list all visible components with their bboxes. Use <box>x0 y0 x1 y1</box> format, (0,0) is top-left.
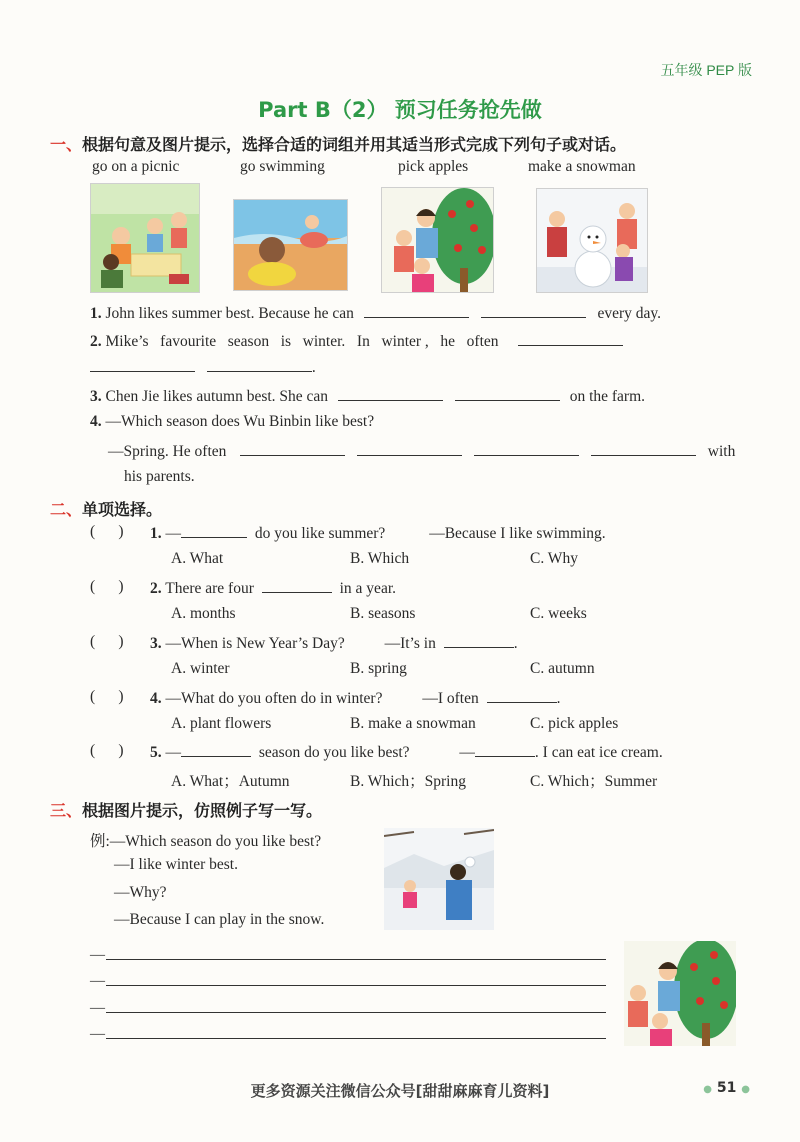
answer-blank[interactable] <box>591 441 696 456</box>
choice-paren[interactable]: ( ) <box>90 578 124 595</box>
phrase-apples: pick apples <box>398 158 469 175</box>
choice-q-part: do you like summer? <box>254 525 386 542</box>
grade-tag: 五年级 PEP 版 <box>660 62 752 78</box>
s1-q2-text: Mike’s favourite season is winter. In winter , he often <box>105 333 499 350</box>
answer-blank[interactable] <box>90 357 195 372</box>
s1-q1-number: 1. <box>90 305 102 322</box>
option-a[interactable]: A. What <box>171 550 224 567</box>
s1-q1-text: John likes summer best. Because he can <box>105 305 354 322</box>
answer-blank[interactable] <box>207 357 312 372</box>
s1-q2-number: 2. <box>90 333 102 350</box>
option-b[interactable]: B. spring <box>350 660 407 677</box>
choice-paren[interactable]: ( ) <box>90 523 124 540</box>
part-title: Part B（2） 预习任务抢先做 <box>258 98 542 122</box>
choice-q-part: —When is New Year’s Day? <box>165 635 345 652</box>
swimming-image <box>233 199 348 291</box>
option-c[interactable]: C. pick apples <box>530 715 619 732</box>
choice-paren[interactable]: ( ) <box>90 633 124 650</box>
choice-q-part: . I can eat ice cream. <box>534 744 663 761</box>
choice-q-part: There are four <box>165 580 254 597</box>
answer-blank[interactable] <box>338 386 443 401</box>
answer-blank[interactable] <box>444 633 514 648</box>
s1-q3 <box>90 386 645 406</box>
section2-instruction: 单项选择。 <box>82 500 163 519</box>
option-a[interactable]: A. winter <box>171 660 230 677</box>
section2-number: 二、 <box>50 500 83 519</box>
choice-number: 4. <box>150 690 162 707</box>
writing-line[interactable] <box>90 947 105 964</box>
writing-line[interactable] <box>90 1026 105 1043</box>
s1-q3-number: 3. <box>90 388 102 405</box>
footer-note: 更多资源关注微信公众号[甜甜麻麻育儿资料] <box>250 1082 550 1100</box>
answer-blank[interactable] <box>518 331 623 346</box>
example-line-1: 例:—Which season do you like best? <box>90 833 322 850</box>
section2-title <box>50 497 162 520</box>
section3-instruction: 根据图片提示，仿照例子写一写。 <box>82 801 323 820</box>
option-c[interactable]: C. Which；Summer <box>530 773 658 790</box>
answer-blank[interactable] <box>240 441 345 456</box>
answer-blank[interactable] <box>357 441 462 456</box>
answer-blank[interactable] <box>481 303 586 318</box>
choice-paren[interactable]: ( ) <box>90 688 124 705</box>
dot-icon: ● <box>703 1084 713 1095</box>
s1-q4-number: 4. <box>90 413 102 430</box>
page-number-value: 51 <box>716 1080 737 1096</box>
page-number <box>703 1080 750 1096</box>
choice-q-part: —What do you often do in winter? <box>165 690 383 707</box>
choice-q-part: in a year. <box>339 580 397 597</box>
s1-q4-answer-start: —Spring. He often <box>108 443 227 460</box>
choice-q-part: — <box>165 525 181 542</box>
choice-q-part: season do you like best? <box>258 744 410 761</box>
option-a[interactable]: A. plant flowers <box>171 715 272 732</box>
s1-q4-question: —Which season does Wu Binbin like best? <box>105 413 375 430</box>
s1-q4 <box>90 413 374 431</box>
choice-number: 5. <box>150 744 162 761</box>
dot-icon: ● <box>741 1084 750 1095</box>
option-b[interactable]: B. make a snowman <box>350 715 476 732</box>
choice-q-part: . <box>556 690 561 707</box>
writing-dash: — <box>90 1000 105 1016</box>
choice-question-5 <box>150 742 663 762</box>
choice-question-3 <box>150 633 518 653</box>
option-c[interactable]: C. autumn <box>530 660 595 677</box>
choice-number: 1. <box>150 525 162 542</box>
option-a[interactable]: A. What；Autumn <box>171 773 290 790</box>
answer-blank[interactable] <box>364 303 469 318</box>
option-b[interactable]: B. Which <box>350 550 410 567</box>
section1-instruction: 根据句意及图片提示，选择合适的词组并用其适当形式完成下列句子或对话。 <box>82 135 627 154</box>
choice-q-part: —I often <box>422 690 479 707</box>
phrase-picnic: go on a picnic <box>92 158 180 175</box>
answer-blank[interactable] <box>262 578 332 593</box>
choice-question-4 <box>150 688 560 708</box>
s1-q2-cont <box>90 357 316 377</box>
answer-blank[interactable] <box>475 742 535 757</box>
s1-q2 <box>90 331 623 351</box>
snow-play-image <box>384 828 494 930</box>
phrase-snowman: make a snowman <box>528 158 636 175</box>
answer-blank[interactable] <box>474 441 579 456</box>
choice-q-part: —Because I like swimming. <box>429 525 606 542</box>
option-a[interactable]: A. months <box>171 605 236 622</box>
example-line-4: —Because I can play in the snow. <box>114 911 325 928</box>
snowman-image <box>536 188 648 293</box>
section3-title <box>50 798 322 821</box>
apple-picking-image <box>381 187 494 293</box>
writing-dash: — <box>90 947 105 963</box>
answer-blank[interactable] <box>181 742 251 757</box>
s1-q3-end: on the farm. <box>569 388 646 405</box>
s1-q4-answer-cont: his parents. <box>124 468 195 485</box>
answer-blank[interactable] <box>487 688 557 703</box>
example-line-3: —Why? <box>114 884 167 901</box>
section1-title <box>50 132 626 155</box>
choice-question-2 <box>150 578 396 598</box>
phrase-swimming: go swimming <box>240 158 325 175</box>
choice-number: 2. <box>150 580 162 597</box>
option-b[interactable]: B. seasons <box>350 605 416 622</box>
writing-dash: — <box>90 973 105 989</box>
choice-q-part: — <box>165 744 181 761</box>
s1-q3-text: Chen Jie likes autumn best. She can <box>105 388 329 405</box>
writing-dash: — <box>90 1026 105 1042</box>
example-line-2: —I like winter best. <box>114 856 238 873</box>
s1-q4-answer <box>108 441 735 461</box>
section3-number: 三、 <box>50 801 83 820</box>
option-c[interactable]: C. weeks <box>530 605 587 622</box>
choice-q-part: —It’s in <box>384 635 436 652</box>
choice-q-part: — <box>459 744 475 761</box>
answer-blank[interactable] <box>181 523 247 538</box>
writing-line[interactable] <box>90 1000 105 1017</box>
choice-paren[interactable]: ( ) <box>90 742 124 759</box>
choice-q-part: . <box>513 635 518 652</box>
s1-q1-end: every day. <box>597 305 662 322</box>
writing-line[interactable] <box>90 973 105 990</box>
option-b[interactable]: B. Which；Spring <box>350 773 466 790</box>
picnic-image <box>90 183 200 293</box>
choice-question-1 <box>150 523 606 543</box>
s1-q1 <box>90 303 661 323</box>
section1-number: 一、 <box>50 135 83 154</box>
answer-blank[interactable] <box>455 386 560 401</box>
apple-picking-image-2 <box>624 941 736 1046</box>
s1-q2-end: . <box>311 359 316 376</box>
s1-q4-answer-end: with <box>707 443 736 460</box>
choice-number: 3. <box>150 635 162 652</box>
option-c[interactable]: C. Why <box>530 550 578 567</box>
